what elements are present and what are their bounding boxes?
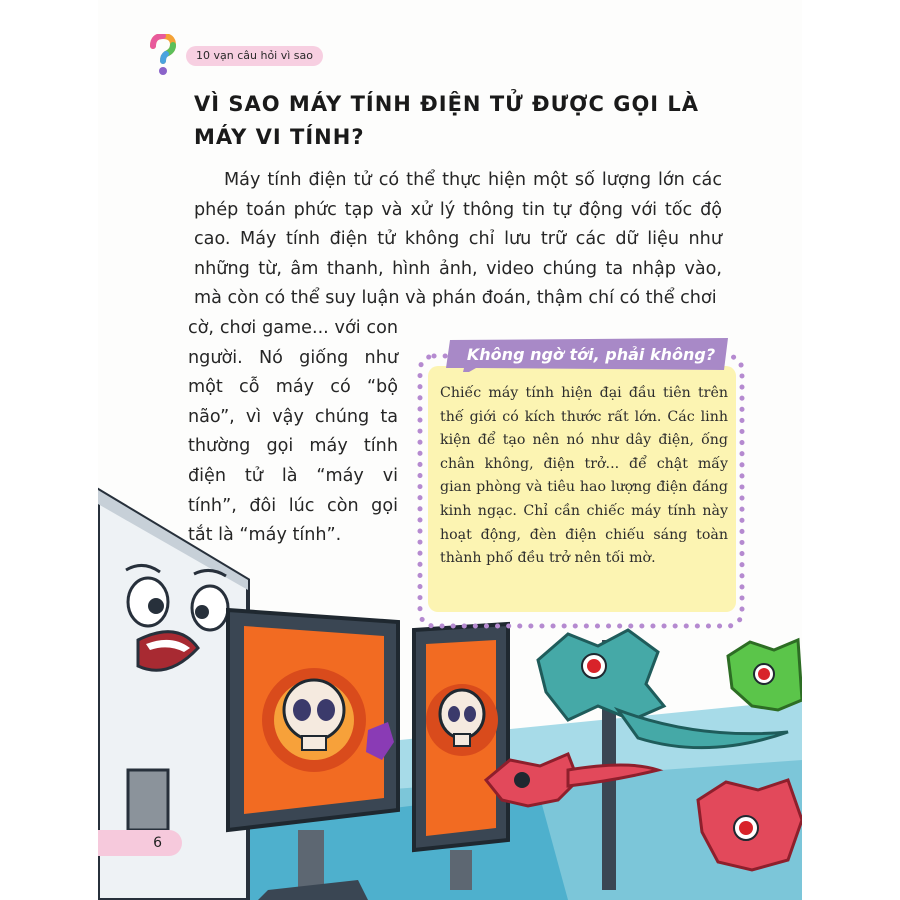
continued-paragraph: cờ, chơi game... với con người. Nó giống như một cỗ máy có “bộ não”, vì vậy chúng ta thường gọi máy tính điện tử là “máy vi tính”, đôi lúc còn gọi tắt là “máy tính”.: [188, 318, 398, 546]
intro-paragraph: Máy tính điện tử có thể thực hiện một số lượng lớn các phép toán phức tạp và xử lý thông tin tự động với tốc độ cao. Máy tính điện tử không chỉ lưu trữ các dữ liệu như những từ, âm thanh, hình ảnh, video chúng ta nhập vào, mà còn có thể suy luận và phán đoán, thậm chí có thể chơi: [194, 170, 722, 309]
green-virus: [728, 640, 802, 710]
callout-box: Chiếc máy tính hiện đại đầu tiên trên thế giới có kích thước rất lớn. Các linh kiện để tạo nên nó như dây điện, ống chân không, điện trở... để chật mấy gian phòng và tiêu hao lượng điện đáng kinh ngạc. Chỉ cần chiếc máy tính này hoạt động, đèn điện chiếu sáng toàn thành phố đều trở nên tối mờ.: [428, 366, 736, 612]
question-mark-icon: [150, 34, 176, 78]
article-title: VÌ SAO MÁY TÍNH ĐIỆN TỬ ĐƯỢC GỌI LÀ MÁY VI TÍNH?: [194, 92, 700, 149]
series-tag: 10 vạn câu hỏi vì sao: [186, 46, 323, 66]
pink-virus: [698, 780, 802, 870]
page-number: 6: [98, 830, 182, 856]
book-page: [98, 0, 802, 900]
callout-heading: Không ngờ tới, phải không?: [466, 345, 716, 364]
